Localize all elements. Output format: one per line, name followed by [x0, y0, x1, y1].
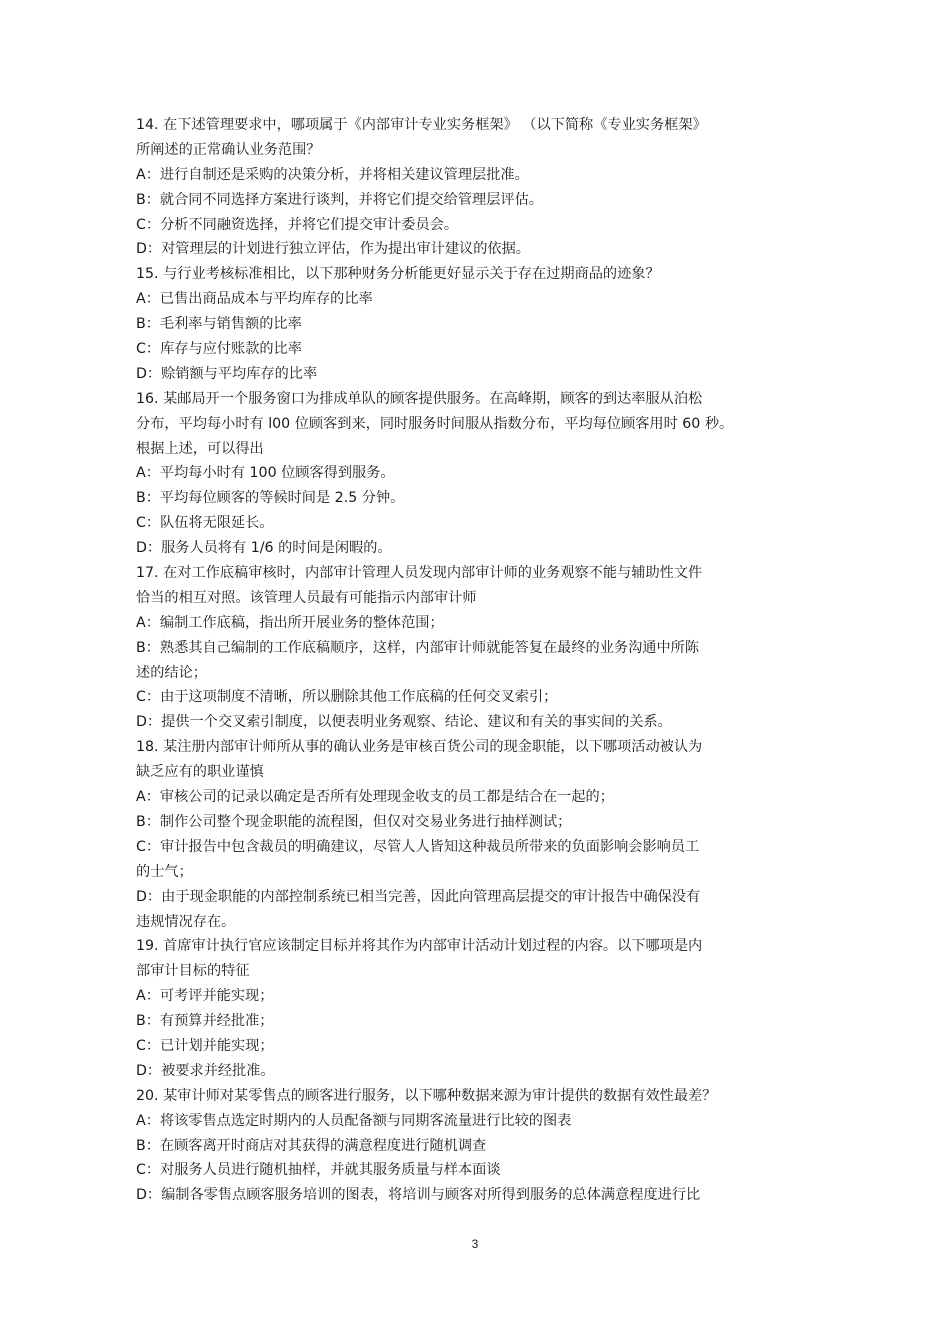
- text-line: 的士气；: [136, 863, 193, 880]
- text-line: D：被要求并经批准。: [136, 1062, 275, 1079]
- text-line: C：对服务人员进行随机抽样，并就其服务质量与样本面谈: [136, 1162, 501, 1179]
- text-line: B：就合同不同选择方案进行谈判，并将它们提交给管理层评估。: [136, 191, 543, 208]
- text-line: 述的结论；: [136, 664, 207, 681]
- text-line: D：由于现金职能的内部控制系统已相当完善，因此向管理高层提交的审计报告中确保没有: [136, 888, 701, 905]
- text-line: A：将该零售点选定时期内的人员配备额与同期客流量进行比较的图表: [136, 1112, 572, 1129]
- text-line: B：制作公司整个现金职能的流程图，但仅对交易业务进行抽样测试；: [136, 813, 572, 830]
- text-line: 19. 首席审计执行官应该制定目标并将其作为内部审计活动计划过程的内容。以下哪项是内: [136, 938, 703, 955]
- text-line: A：编制工作底稿，指出所开展业务的整体范围；: [136, 614, 444, 631]
- text-line: 恰当的相互对照。该管理人员最有可能指示内部审计师: [136, 589, 477, 606]
- text-line: 18. 某注册内部审计师所从事的确认业务是审核百货公司的现金职能，以下哪项活动被认为: [136, 739, 703, 756]
- page-number: 3: [471, 1237, 479, 1251]
- text-line: 部审计目标的特征: [136, 963, 250, 980]
- document-body: [136, 113, 826, 1208]
- text-line: 14. 在下述管理要求中，哪项属于《内部审计专业实务框架》 （以下简称《专业实务框架》: [136, 117, 707, 133]
- text-line: C：分析不同融资选择，并将它们提交审计委员会。: [136, 216, 459, 233]
- text-line: A：审核公司的记录以确定是否所有处理现金收支的员工都是结合在一起的；: [136, 789, 614, 806]
- text-line: C：队伍将无限延长。: [136, 515, 274, 532]
- text-line: D：服务人员将有 1/6 的时间是闲暇的。: [136, 540, 392, 557]
- text-line: C：由于这项制度不清晰，所以删除其他工作底稿的任何交叉索引；: [136, 689, 558, 706]
- text-line: 17. 在对工作底稿审核时，内部审计管理人员发现内部审计师的业务观察不能与辅助性文件: [136, 565, 703, 582]
- text-line: 根据上述，可以得出: [136, 440, 264, 457]
- text-line: D：对管理层的计划进行独立评估，作为提出审计建议的依据。: [136, 241, 530, 258]
- text-line: A：可考评并能实现；: [136, 988, 274, 1005]
- text-line: C：库存与应付账款的比率: [136, 341, 302, 358]
- text-line: B：平均每位顾客的等候时间是 2.5 分钟。: [136, 490, 405, 507]
- text-line: 15. 与行业考核标准相比，以下那种财务分析能更好显示关于存在过期商品的迹象？: [136, 266, 660, 283]
- text-line: 所阐述的正常确认业务范围？: [136, 141, 321, 158]
- text-line: 16. 某邮局开一个服务窗口为排成单队的顾客提供服务。在高峰期，顾客的到达率服从泊松: [136, 390, 703, 407]
- text-line: B：熟悉其自己编制的工作底稿顺序，这样，内部审计师就能答复在最终的业务沟通中所陈: [136, 639, 700, 656]
- text-line: A：已售出商品成本与平均库存的比率: [136, 291, 373, 308]
- text-line: D：编制各零售点顾客服务培训的图表，将培训与顾客对所得到服务的总体满意程度进行比: [136, 1187, 701, 1204]
- text-line: D：提供一个交叉索引制度，以便表明业务观察、结论、建议和有关的事实间的关系。: [136, 714, 672, 731]
- text-line: 违规情况存在。: [136, 913, 236, 930]
- text-line: A：平均每小时有 100 位顾客得到服务。: [136, 465, 395, 482]
- text-line: C：审计报告中包含裁员的明确建议，尽管人人皆知这种裁员所带来的负面影响会影响员工: [136, 838, 700, 855]
- text-line: D：赊销额与平均库存的比率: [136, 365, 318, 382]
- text-line: 分布，平均每小时有 l00 位顾客到来，同时服务时间服从指数分布，平均每位顾客用时 60 秒。: [136, 415, 734, 432]
- text-line: B：毛利率与销售额的比率: [136, 316, 302, 333]
- text-line: 缺乏应有的职业谨慎: [136, 764, 264, 781]
- text-line: A：进行自制还是采购的决策分析，并将相关建议管理层批准。: [136, 166, 529, 183]
- text-line: 20. 某审计师对某零售点的顾客进行服务，以下哪种数据来源为审计提供的数据有效性最差？: [136, 1087, 717, 1104]
- text-line: B：有预算并经批准；: [136, 1013, 274, 1030]
- text-line: C：已计划并能实现；: [136, 1037, 274, 1054]
- text-line: B：在顾客离开时商店对其获得的满意程度进行随机调查: [136, 1137, 487, 1154]
